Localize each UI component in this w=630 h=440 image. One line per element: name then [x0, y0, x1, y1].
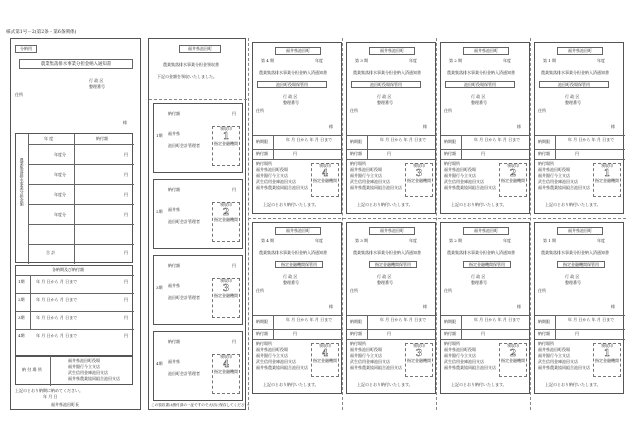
stamp-number: 1 [603, 348, 611, 359]
slip-type: 池田町役場保管用 [539, 81, 609, 88]
slip-stamp: 領収印 1 指定金融機関 [593, 343, 621, 377]
slip-due: 納期限 [256, 319, 268, 324]
slip-place: 福井県池田町役場 [444, 347, 476, 352]
slip-stamp: 領収印 2 指定金融機関 [499, 163, 527, 197]
installment-tab: 分納用 [15, 45, 37, 53]
slip-address: 住所 [256, 288, 264, 293]
receipt-bank: 池田町会計管理者 [168, 143, 200, 148]
slip-type: 指定金融機関保管用 [557, 261, 605, 268]
receipt-period-label: 2期 [156, 209, 163, 214]
perforation-line [248, 38, 249, 410]
slip-nendo: 年度 [315, 238, 323, 243]
slip-stamp: 領収印 3 指定金融機関 [405, 343, 433, 377]
stamp-number: 1 [603, 168, 611, 179]
year-row: 年度分 [54, 152, 66, 157]
slip-place: 福井銀行今立支店 [444, 173, 476, 178]
slip-ward: 行 政 区 [377, 274, 392, 279]
slip-stamp: 領収印 4 指定金融機関 [311, 163, 339, 197]
period-yen: 円 [124, 333, 128, 338]
slip-due-date: 年 月 日から 年 月 日まで [473, 137, 521, 142]
mayor-label: 福井県池田町長 [51, 402, 79, 407]
slip-title: 農業集落排水事業分担金納入済通知書 [353, 70, 421, 75]
slip-place-label: 納付場所 [538, 341, 554, 346]
slip-due-date: 年 月 日から 年 月 日まで [567, 317, 615, 322]
slip-period: 第 3 期 [355, 58, 369, 63]
slip-place: 武生信用金庫池田支店 [350, 179, 390, 184]
form-number: 様式第1号－2(第2条・第6条関係) [6, 30, 77, 35]
slip-place-label: 納付場所 [444, 161, 460, 166]
year-row: 年度分 [54, 172, 66, 177]
slip-due: 納期限 [256, 139, 268, 144]
sama-label: 様 [123, 120, 127, 125]
slip-place: 福井銀行今立支店 [350, 353, 382, 358]
slip-place: 福井県池田町役場 [350, 167, 382, 172]
receipt-payer: 福井県 [168, 359, 180, 364]
slip-amount: 納付額 [256, 151, 268, 156]
slip-ref: 整理番号 [377, 280, 393, 285]
amount-row: 円 [124, 212, 128, 217]
notice-date: 年 月 日 [43, 394, 58, 399]
slip-sama: 様 [329, 124, 333, 129]
notice-text: 上記のとおり納期に納めてください。 [15, 388, 83, 393]
receipt-yen: 円 [232, 187, 236, 192]
receipt-bank: 池田町会計管理者 [168, 371, 200, 376]
place-label: 納 付 場 所 [22, 367, 42, 372]
schedule-title: 各納期及び納付額 [52, 267, 84, 272]
slip-period: 第 3 期 [355, 238, 369, 243]
slip-sama: 様 [423, 304, 427, 309]
slip-address: 住所 [444, 108, 452, 113]
slip-nendo: 年度 [597, 238, 605, 243]
period-date: 年 月 日から 月 日まで [36, 333, 78, 338]
payment-notice [10, 38, 141, 410]
slip-ref: 整理番号 [283, 280, 299, 285]
slip-address: 住所 [350, 288, 358, 293]
receipt-payer: 福井県 [168, 283, 180, 288]
address-label: 住所 [15, 92, 23, 97]
period-yen: 円 [124, 315, 128, 320]
slip-ref: 整理番号 [377, 100, 393, 105]
slip-place: 福井県池田町役場 [256, 167, 288, 172]
receipt-period [153, 255, 243, 325]
slip-head: 福井県池田町 [463, 227, 509, 235]
slip-yen: 円 [575, 331, 579, 336]
slip-place: 福井銀行今立支店 [444, 353, 476, 358]
receipt-due: 納付額 [168, 263, 180, 268]
slip-due-date: 年 月 日から 年 月 日まで [379, 137, 427, 142]
slip-nendo: 年度 [503, 58, 511, 63]
slip-address: 住所 [538, 288, 546, 293]
receipt-stamp: 領収印 4 指定金融機関 [212, 354, 240, 394]
slip-place: 福井県池田町役場 [350, 347, 382, 352]
slip-yen: 円 [387, 151, 391, 156]
receipt-yen: 円 [232, 263, 236, 268]
slip-amount: 納付額 [350, 331, 362, 336]
receipt-payer: 福井県 [168, 131, 180, 136]
side-label: 農業集落排水事業分担金額 [19, 158, 25, 206]
slip-yen: 円 [293, 151, 297, 156]
slip-amount: 納付額 [350, 151, 362, 156]
slip-due-date: 年 月 日から 年 月 日まで [379, 317, 427, 322]
slip-sama: 様 [611, 124, 615, 129]
slip-stamp: 領収印 4 指定金融機関 [311, 343, 339, 377]
amount-row: 円 [124, 192, 128, 197]
receipt-period [153, 331, 243, 401]
payment-slip [346, 222, 436, 394]
slip-type: 指定金融機関保管用 [369, 261, 417, 268]
place-item: 武生信用金庫池田支店 [68, 370, 108, 375]
slip-amount: 納付額 [444, 151, 456, 156]
slip-place: 福井県池田町役場 [444, 167, 476, 172]
slip-due-date: 年 月 日から 年 月 日まで [473, 317, 521, 322]
slip-place: 武生信用金庫池田支店 [538, 359, 578, 364]
stamp-number: 3 [415, 168, 423, 179]
slip-amount: 納付額 [538, 331, 550, 336]
slip-ref: 整理番号 [471, 280, 487, 285]
slip-place: 福井銀行今立支店 [256, 173, 288, 178]
slip-period: 第 1 期 [543, 58, 557, 63]
slip-due-date: 年 月 日から 年 月 日まで [285, 317, 333, 322]
payment-slip [534, 42, 624, 214]
slip-due: 納期限 [350, 139, 362, 144]
slip-yen: 円 [481, 151, 485, 156]
perforation-line [530, 38, 531, 410]
slip-ward: 行 政 区 [283, 274, 298, 279]
slip-title: 農業集落排水事業分担金納入済通知書 [447, 250, 515, 255]
receipt-due: 納付額 [168, 339, 180, 344]
slip-title: 農業集落排水事業分担金納入済通知書 [259, 70, 327, 75]
slip-ref: 整理番号 [565, 100, 581, 105]
slip-place: 福井銀行今立支店 [256, 353, 288, 358]
slip-amount: 納付額 [256, 331, 268, 336]
slip-due-date: 年 月 日から 年 月 日まで [285, 137, 333, 142]
slip-place: 福井銀行今立支店 [538, 353, 570, 358]
slip-yen: 円 [387, 331, 391, 336]
slip-period: 第 4 期 [261, 58, 275, 63]
slip-receipt: 上記のとおり納付いたします。 [451, 202, 507, 207]
slip-place: 武生信用金庫池田支店 [256, 359, 296, 364]
period-label: 2期 [18, 297, 25, 302]
receipt-period-label: 1期 [156, 133, 163, 138]
slip-ward: 行 政 区 [377, 94, 392, 99]
receipt-note: 下記の金額を領収いたしました。 [157, 74, 217, 79]
slip-nendo: 年度 [409, 58, 417, 63]
slip-address: 住所 [350, 108, 358, 113]
slip-type: 池田町役場保管用 [445, 81, 515, 88]
slip-amount: 納付額 [538, 151, 550, 156]
slip-type: 池田町役場保管用 [351, 81, 421, 88]
slip-nendo: 年度 [315, 58, 323, 63]
slip-place-label: 納付場所 [256, 341, 272, 346]
slip-yen: 円 [575, 151, 579, 156]
slip-place: 福井県農業協同組合池田支店 [350, 365, 402, 370]
slip-title: 農業集落排水事業分担金納入済通知書 [541, 250, 609, 255]
slip-place: 福井県池田町役場 [538, 167, 570, 172]
slip-place-label: 納付場所 [256, 161, 272, 166]
notice-title: 農業集落排水事業分担金納入通知書 [19, 59, 133, 69]
slip-period: 第 2 期 [449, 238, 463, 243]
amount-row: 円 [124, 152, 128, 157]
slip-nendo: 年度 [409, 238, 417, 243]
slip-nendo: 年度 [597, 58, 605, 63]
schedule-table [15, 265, 133, 357]
slip-place: 福井県池田町役場 [538, 347, 570, 352]
perforation-line [436, 38, 437, 410]
slip-place: 福井銀行今立支店 [538, 173, 570, 178]
receipt-yen: 円 [232, 339, 236, 344]
slip-nendo: 年度 [503, 238, 511, 243]
slip-place: 武生信用金庫池田支店 [350, 359, 390, 364]
stamp-number: 4 [321, 348, 329, 359]
slip-title: 農業集落排水事業分担金納入済通知書 [353, 250, 421, 255]
receipt-payer: 福井県 [168, 207, 180, 212]
slip-head: 福井県池田町 [557, 227, 603, 235]
slip-title: 農業集落排水事業分担金納入済通知書 [447, 70, 515, 75]
stamp-number: 4 [321, 168, 329, 179]
slip-place: 福井銀行今立支店 [350, 173, 382, 178]
slip-receipt: 上記のとおり納付いたします。 [357, 382, 413, 387]
place-item: 福井銀行今立支店 [68, 364, 100, 369]
period-yen: 円 [124, 279, 128, 284]
slip-type: 指定金融機関保管用 [463, 261, 511, 268]
ref-label: 整理番号 [89, 84, 105, 89]
slip-amount: 納付額 [444, 331, 456, 336]
slip-title: 農業集落排水事業分担金納入済通知書 [259, 250, 327, 255]
slip-place: 福井県農業協同組合池田支店 [256, 365, 308, 370]
slip-period: 第 1 期 [543, 238, 557, 243]
slip-due: 納期限 [350, 319, 362, 324]
slip-receipt: 上記のとおり納付いたします。 [263, 382, 319, 387]
period-date: 年 月 日から 月 日まで [36, 297, 78, 302]
slip-ref: 整理番号 [565, 280, 581, 285]
slip-head: 福井県池田町 [557, 47, 603, 55]
receipt-stamp: 領収印 3 指定金融機関 [212, 278, 240, 318]
slip-ward: 行 政 区 [283, 94, 298, 99]
slip-place: 福井県農業協同組合池田支店 [444, 185, 496, 190]
slip-place: 武生信用金庫池田支店 [538, 179, 578, 184]
receipt-panel [148, 38, 252, 410]
receipt-due: 納付額 [168, 187, 180, 192]
slip-ward: 行 政 区 [565, 94, 580, 99]
stamp-number: 3 [415, 348, 423, 359]
receipt-period [153, 179, 243, 249]
payment-slip [440, 42, 530, 214]
payment-slip [440, 222, 530, 394]
slip-due: 納期限 [444, 319, 456, 324]
slip-address: 住所 [538, 108, 546, 113]
slip-yen: 円 [293, 331, 297, 336]
period-date: 年 月 日から 月 日まで [36, 279, 78, 284]
receipt-stamp: 領収印 2 指定金融機関 [212, 202, 240, 242]
slip-head: 福井県池田町 [275, 47, 321, 55]
slip-due: 納期限 [538, 319, 550, 324]
stamp-number: 2 [509, 348, 517, 359]
slip-type: 指定金融機関保管用 [275, 261, 323, 268]
place-item: 福井県農業協同組合池田支店 [68, 376, 120, 381]
receipt-bank: 池田町会計管理者 [168, 219, 200, 224]
slip-receipt: 上記のとおり納付いたします。 [357, 202, 413, 207]
year-row: 年度分 [54, 212, 66, 217]
slip-ref: 整理番号 [283, 100, 299, 105]
slip-due-date: 年 月 日から 年 月 日まで [567, 137, 615, 142]
period-label: 1期 [18, 279, 25, 284]
slip-receipt: 上記のとおり納付いたします。 [451, 382, 507, 387]
payment-slip [252, 222, 342, 394]
slip-stamp: 領収印 3 指定金融機関 [405, 163, 433, 197]
slip-receipt: 上記のとおり納付いたします。 [263, 202, 319, 207]
slip-place: 武生信用金庫池田支店 [444, 359, 484, 364]
period-yen: 円 [124, 297, 128, 302]
slip-head: 福井県池田町 [463, 47, 509, 55]
col-year: 年 度 [44, 136, 54, 141]
stamp-number: 2 [509, 168, 517, 179]
slip-receipt: 上記のとおり納付いたします。 [545, 382, 601, 387]
receipt-footer: この領収書は納付済の一証ですので大切に保存してください。 [151, 403, 252, 407]
slip-place-label: 納付場所 [350, 341, 366, 346]
slip-head: 福井県池田町 [369, 227, 415, 235]
slip-place: 福井県農業協同組合池田支店 [256, 185, 308, 190]
slip-ref: 整理番号 [471, 100, 487, 105]
period-label: 3期 [18, 315, 25, 320]
slip-place: 福井県農業協同組合池田支店 [444, 365, 496, 370]
slip-place-label: 納付場所 [538, 161, 554, 166]
slip-ward: 行 政 区 [471, 274, 486, 279]
receipt-due: 納付額 [168, 111, 180, 116]
place-item: 福井県池田町役場 [68, 358, 100, 363]
slip-address: 住所 [444, 288, 452, 293]
slip-period: 第 4 期 [261, 238, 275, 243]
slip-place: 福井県農業協同組合池田支店 [350, 185, 402, 190]
perforation-line [248, 218, 626, 219]
slip-head: 福井県池田町 [369, 47, 415, 55]
slip-place: 武生信用金庫池田支店 [256, 179, 296, 184]
slip-place: 武生信用金庫池田支店 [444, 179, 484, 184]
period-label: 4期 [18, 333, 25, 338]
year-row: 年度分 [54, 192, 66, 197]
perforation-line [342, 38, 343, 410]
receipt-period [153, 103, 243, 173]
ward-label: 行 政 区 [89, 78, 104, 83]
slip-place: 福井県農業協同組合池田支店 [538, 185, 590, 190]
amount-row: 円 [124, 172, 128, 177]
slip-place-label: 納付場所 [444, 341, 460, 346]
slip-yen: 円 [481, 331, 485, 336]
slip-due: 納期限 [444, 139, 456, 144]
place-table [15, 355, 133, 385]
slip-head: 福井県池田町 [275, 227, 321, 235]
slip-stamp: 領収印 2 指定金融機関 [499, 343, 527, 377]
payment-slip [534, 222, 624, 394]
amount-table [15, 133, 133, 263]
slip-sama: 様 [517, 124, 521, 129]
slip-sama: 様 [423, 124, 427, 129]
slip-place: 福井県池田町役場 [256, 347, 288, 352]
slip-stamp: 領収印 1 指定金融機関 [593, 163, 621, 197]
receipt-period-label: 4期 [156, 361, 163, 366]
receipt-yen: 円 [232, 111, 236, 116]
receipt-stamp: 領収印 1 指定金融機関 [212, 126, 240, 166]
receipt-title: 農業集落排水事業分担金領収書 [163, 62, 219, 67]
slip-sama: 様 [611, 304, 615, 309]
receipt-bank: 池田町会計管理者 [168, 295, 200, 300]
total-amount: 円 [124, 250, 128, 255]
slip-ward: 行 政 区 [471, 94, 486, 99]
col-amount: 納付額 [96, 136, 108, 141]
slip-sama: 様 [329, 304, 333, 309]
slip-period: 第 2 期 [449, 58, 463, 63]
slip-title: 農業集落排水事業分担金納入済通知書 [541, 70, 609, 75]
period-date: 年 月 日から 月 日まで [36, 315, 78, 320]
slip-place: 福井県農業協同組合池田支店 [538, 365, 590, 370]
slip-type: 池田町役場保管用 [257, 81, 327, 88]
slip-place-label: 納付場所 [350, 161, 366, 166]
receipt-period-label: 3期 [156, 285, 163, 290]
slip-ward: 行 政 区 [565, 274, 580, 279]
slip-receipt: 上記のとおり納付いたします。 [545, 202, 601, 207]
receipt-head: 福井県池田町 [179, 45, 221, 53]
payment-slip [346, 42, 436, 214]
slip-sama: 様 [517, 304, 521, 309]
slip-due: 納期限 [538, 139, 550, 144]
payment-slip [252, 42, 342, 214]
slip-address: 住所 [256, 108, 264, 113]
total-label: 合 計 [46, 250, 56, 255]
